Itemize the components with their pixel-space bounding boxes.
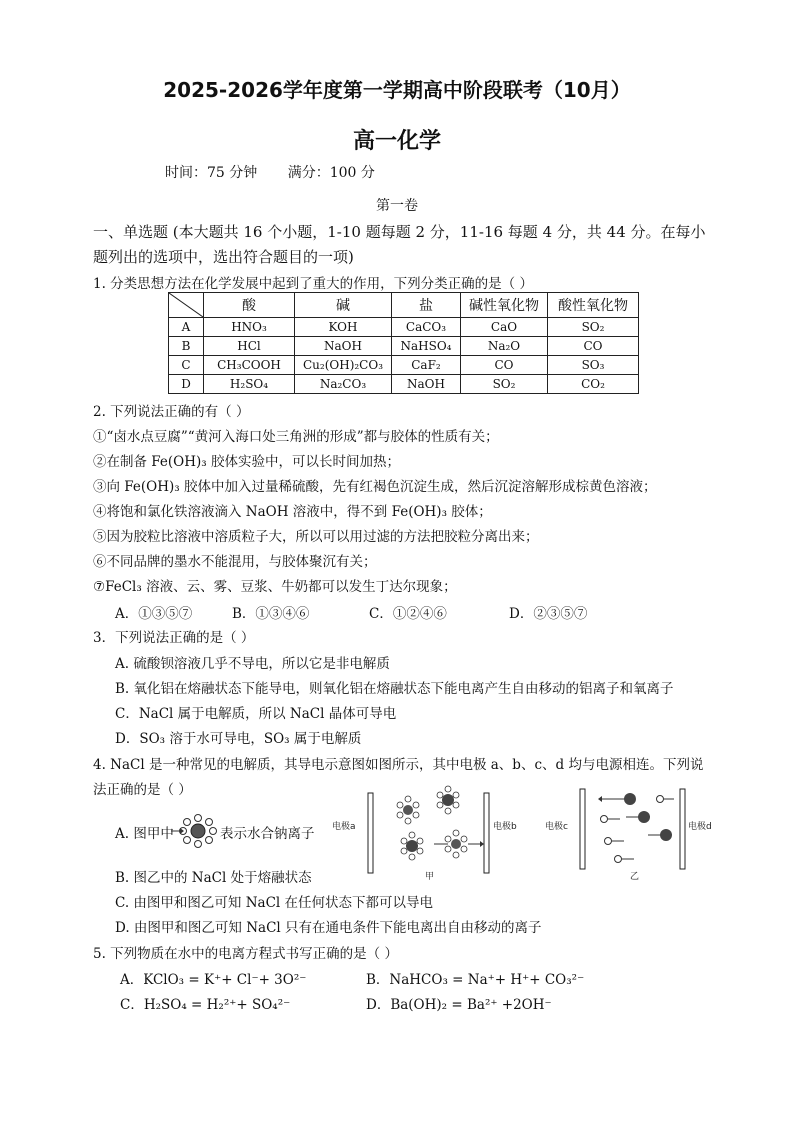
exam-time: 时间：75 分钟 bbox=[165, 165, 258, 181]
nacl-conduction-diagram bbox=[330, 783, 725, 883]
table-cell: SO₂ bbox=[548, 318, 639, 337]
hydrated-ion-cluster bbox=[397, 786, 484, 860]
q2-option-a[interactable]: A．①③⑤⑦ bbox=[115, 606, 193, 622]
statement-5: ⑤因为胶粒比溶液中溶质粒子大，所以可以用过滤的方法把胶粒分离出来； bbox=[93, 529, 539, 545]
classification-table bbox=[168, 292, 639, 394]
question-5-stem: 5. 下列物质在水中的电离方程式书写正确的是（ ） bbox=[93, 946, 398, 962]
electrode-b-label: 电极b bbox=[493, 822, 517, 832]
electrode-c-label: 电极c bbox=[545, 822, 568, 832]
volume-label: 第一卷 bbox=[376, 198, 418, 214]
table-row bbox=[169, 356, 639, 375]
table-row bbox=[169, 337, 639, 356]
table-row bbox=[169, 318, 639, 337]
q2-option-b[interactable]: B．①③④⑥ bbox=[232, 606, 310, 622]
table-cell: D bbox=[169, 375, 204, 394]
question-1-stem: 1. 分类思想方法在化学发展中起到了重大的作用，下列分类正确的是（ ） bbox=[93, 276, 533, 292]
q3-option-b[interactable]: B. 氧化铝在熔融状态下能导电，则氧化铝在熔融状态下能电离产生自由移动的铝离子和氧离子 bbox=[115, 681, 674, 697]
statement-7: ⑦FeCl₃ 溶液、云、雾、豆浆、牛奶都可以发生丁达尔现象； bbox=[93, 579, 457, 595]
exam-score: 满分：100 分 bbox=[287, 165, 375, 181]
table-cell: H₂SO₄ bbox=[204, 375, 295, 394]
table-cell: KOH bbox=[295, 318, 392, 337]
table-cell: SO₃ bbox=[548, 356, 639, 375]
q2-option-d[interactable]: D．②③⑤⑦ bbox=[509, 606, 588, 622]
section-heading: 一、单选题 (本大题共 16 个小题，1-10 题每题 2 分，11-16 每题 4 分，共 44 分。在每小题列出的选项中，选出符合题目的一项) bbox=[93, 223, 706, 266]
statement-3: ③向 Fe(OH)₃ 胶体中加入过量稀硫酸，先有红褐色沉淀生成，然后沉淀溶解形成棕黄色溶液； bbox=[93, 479, 657, 495]
table-header: 碱性氧化物 bbox=[461, 293, 548, 318]
table-cell: CH₃COOH bbox=[204, 356, 295, 375]
hydrated-sodium-ion-icon bbox=[168, 812, 220, 848]
table-cell: CaCO₃ bbox=[392, 318, 461, 337]
free-ion-group bbox=[598, 793, 674, 863]
table-cell: CaO bbox=[461, 318, 548, 337]
q4-option-a-suffix: 表示水合钠离子 bbox=[220, 826, 315, 842]
table-header: 酸 bbox=[204, 293, 295, 318]
caption-yi: 乙 bbox=[630, 872, 640, 882]
table-cell: A bbox=[169, 318, 204, 337]
table-cell: NaHSO₄ bbox=[392, 337, 461, 356]
statement-2: ②在制备 Fe(OH)₃ 胶体实验中，可以长时间加热； bbox=[93, 454, 400, 470]
table-cell: CO bbox=[461, 356, 548, 375]
table-cell: Cu₂(OH)₂CO₃ bbox=[295, 356, 392, 375]
table-cell: B bbox=[169, 337, 204, 356]
q4-option-a-prefix[interactable]: A. 图甲中 bbox=[115, 826, 174, 842]
q4-option-d[interactable]: D. 由图甲和图乙可知 NaCl 只有在通电条件下能电离出自由移动的离子 bbox=[115, 920, 542, 936]
statement-1: ①“卤水点豆腐”“黄河入海口处三角洲的形成”都与胶体的性质有关； bbox=[93, 429, 499, 445]
table-cell: CaF₂ bbox=[392, 356, 461, 375]
question-4-stem-line1: 4. NaCl 是一种常见的电解质，其导电示意图如图所示，其中电极 a、b、c、d 均与电源相连。下列说 bbox=[93, 757, 704, 773]
electrode-c bbox=[580, 789, 585, 869]
electrode-a-label: 电极a bbox=[332, 822, 356, 832]
table-header: 碱 bbox=[295, 293, 392, 318]
electrode-a bbox=[368, 793, 373, 873]
table-corner-cell bbox=[169, 293, 204, 318]
table-cell: Na₂O bbox=[461, 337, 548, 356]
statement-4: ④将饱和氯化铁溶液滴入 NaOH 溶液中，得不到 Fe(OH)₃ 胶体； bbox=[93, 504, 492, 520]
q3-option-a[interactable]: A. 硫酸钡溶液几乎不导电，所以它是非电解质 bbox=[115, 656, 390, 672]
table-cell: NaOH bbox=[295, 337, 392, 356]
table-cell: C bbox=[169, 356, 204, 375]
q3-option-d[interactable]: D．SO₃ 溶于水可导电，SO₃ 属于电解质 bbox=[115, 731, 362, 747]
q5-option-d[interactable]: D．Ba(OH)₂ = Ba²⁺ +2OH⁻ bbox=[366, 997, 552, 1013]
q5-option-c[interactable]: C．H₂SO₄ = H₂²⁺+ SO₄²⁻ bbox=[120, 997, 291, 1013]
subject-title: 高一化学 bbox=[352, 129, 441, 154]
exam-info bbox=[165, 162, 401, 182]
question-4-stem-line2: 法正确的是（ ） bbox=[93, 782, 192, 798]
question-2-stem: 2. 下列说法正确的有（ ） bbox=[93, 404, 250, 420]
table-row bbox=[169, 375, 639, 394]
caption-jia: 甲 bbox=[425, 872, 435, 882]
table-cell: NaOH bbox=[392, 375, 461, 394]
table-header: 酸性氧化物 bbox=[548, 293, 639, 318]
table-cell: HCl bbox=[204, 337, 295, 356]
table-cell: CO bbox=[548, 337, 639, 356]
question-3-stem: 3．下列说法正确的是（ ） bbox=[93, 630, 255, 646]
diagonal-line bbox=[169, 293, 203, 317]
table-header-row bbox=[169, 293, 639, 318]
table-cell: HNO₃ bbox=[204, 318, 295, 337]
q2-option-c[interactable]: C．①②④⑥ bbox=[369, 606, 447, 622]
exam-title: 2025-2026学年度第一学期高中阶段联考（10月） bbox=[163, 78, 631, 102]
q3-option-c[interactable]: C．NaCl 属于电解质，所以 NaCl 晶体可导电 bbox=[115, 706, 397, 722]
q5-option-a[interactable]: A．KClO₃ = K⁺+ Cl⁻+ 3O²⁻ bbox=[120, 972, 307, 988]
electrode-b bbox=[484, 793, 489, 873]
statement-6: ⑥不同品牌的墨水不能混用，与胶体聚沉有关； bbox=[93, 554, 377, 570]
table-cell: Na₂CO₃ bbox=[295, 375, 392, 394]
table-cell: SO₂ bbox=[461, 375, 548, 394]
table-cell: CO₂ bbox=[548, 375, 639, 394]
q4-option-c[interactable]: C. 由图甲和图乙可知 NaCl 在任何状态下都可以导电 bbox=[115, 895, 434, 911]
electrode-d-label: 电极d bbox=[688, 822, 712, 832]
table-header: 盐 bbox=[392, 293, 461, 318]
electrode-d bbox=[680, 789, 685, 869]
q4-option-b[interactable]: B. 图乙中的 NaCl 处于熔融状态 bbox=[115, 870, 312, 886]
q5-option-b[interactable]: B．NaHCO₃ = Na⁺+ H⁺+ CO₃²⁻ bbox=[366, 972, 585, 988]
